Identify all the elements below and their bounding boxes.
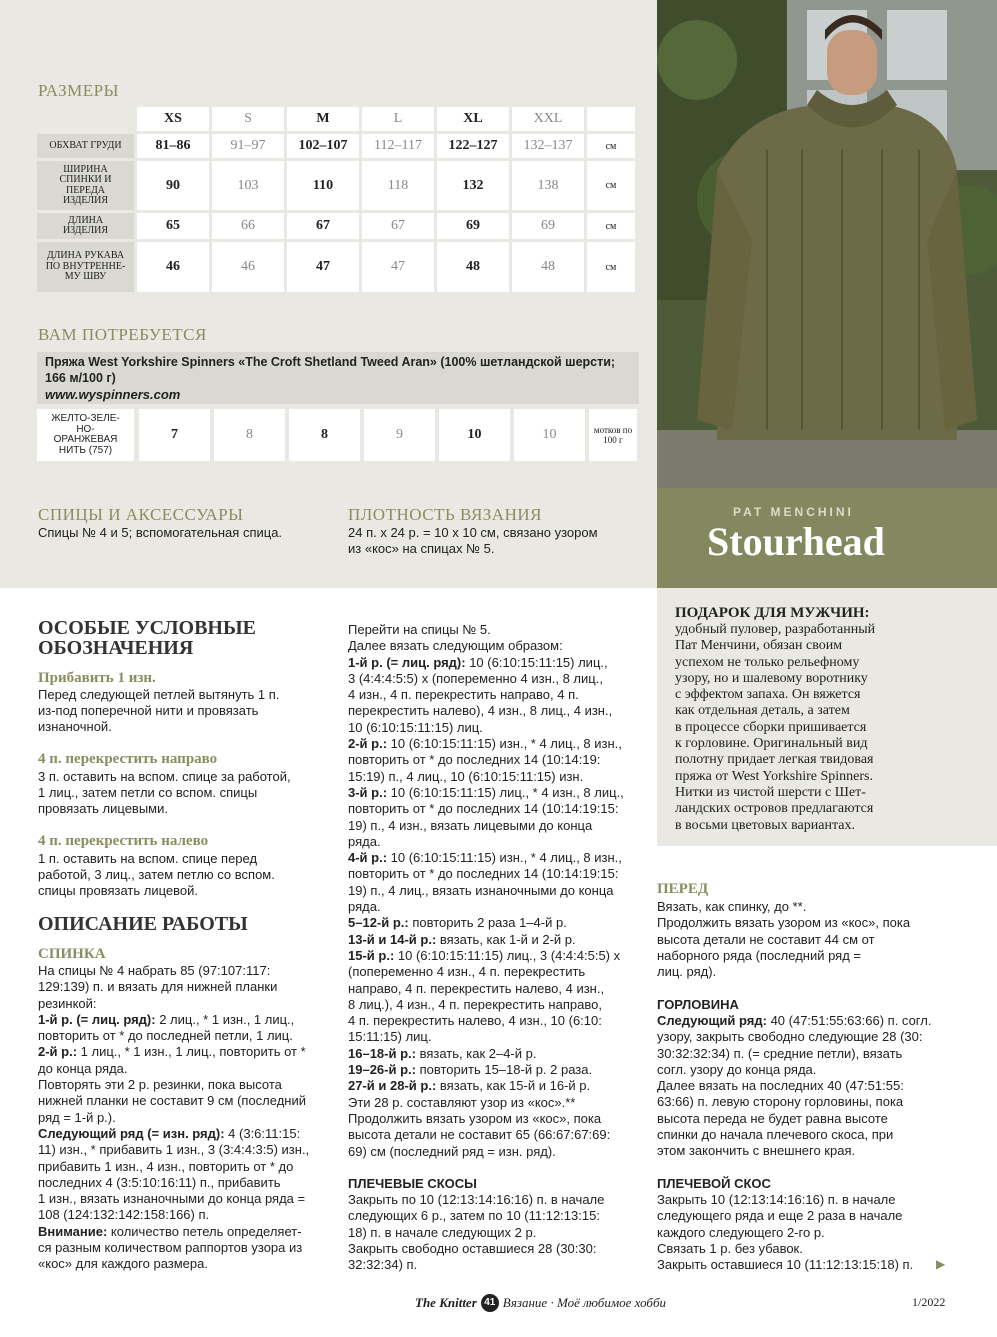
text-line: «кос» для каждого размера. [38,1256,208,1272]
gauge-heading: ПЛОТНОСТЬ ВЯЗАНИЯ [348,505,542,524]
text-line: ся разным количеством раппортов узора из [38,1240,303,1256]
yarn-info [37,352,639,404]
text-line: направо, 4 п. перекрестить налево, 4 изн., [348,980,605,996]
text-line: в восьми цветовых вариантах. [675,817,855,833]
unit-cell: см [587,242,635,292]
value-cell: 81–86 [137,134,209,158]
abbr-text: провязать лицевыми. [38,801,168,816]
value-cell: 122–127 [437,134,509,158]
pattern-instructions [348,622,624,1160]
text-line: Закрыть свободно оставшиеся 28 (30:30: [348,1240,597,1256]
text-line: Следующий ряд: 40 (47:51:55:63:66) п. согл. [657,1013,932,1028]
value-cell: 47 [287,242,359,292]
text-line: Следующий ряд (= изн. ряд): 4 (3:6:11:15: [38,1125,301,1141]
size-col-xl: XL [437,107,509,131]
text-line: согл. узору до конца ряда. [657,1061,817,1077]
back-shoulder-heading: ПЛЕЧЕВЫЕ СКОСЫ [348,1176,477,1191]
text-line: пряжа от West Yorkshire Spinners. [675,768,873,784]
row-label-sleeve: ДЛИНА РУКАВА ПО ВНУТРЕННЕ-МУ ШВУ [37,242,134,292]
yarn-amount: 8 [214,409,285,461]
abbreviations-heading-2: ОБОЗНАЧЕНИЯ [38,637,194,659]
text-line: Пат Менчини, обязан своим [675,638,843,654]
sizes-heading: РАЗМЕРЫ [38,81,119,100]
sizes-table [37,107,637,292]
gauge-text-2: из «кос» на спицах № 5. [348,541,495,556]
footer [415,1294,666,1312]
back-heading: СПИНКА [38,946,106,962]
work-heading: ОПИСАНИЕ РАБОТЫ [38,913,248,935]
text-line: 1 изн., вязать изнаночными до конца ряда = [38,1191,306,1207]
row-label-length: ДЛИНА ИЗДЕЛИЯ [37,213,134,239]
text-line: высота детали не составит 44 см от [657,931,875,947]
size-col-l: L [362,107,434,131]
row-label-chest: ОБХВАТ ГРУДИ [37,134,134,158]
text-line: 30:32:32:34) п. (= средние петли), вязать [657,1045,903,1061]
text-line: 10 (6:10:15:11:15) лиц. [348,719,483,735]
size-col-m: M [287,107,359,131]
text-line: 1-й р. (= лиц. ряд): 10 (6:10:15:11:15) лиц., [348,654,608,670]
text-line: Закрыть 10 (12:13:14:16:16) п. в начале [657,1192,896,1207]
abbr-title-increase: Прибавить 1 изн. [38,670,156,686]
text-line: Продолжить вязать узором из «кос», пока [657,915,911,931]
text-line: 15:11:15) лиц. [348,1029,432,1045]
yarn-description: Пряжа West Yorkshire Spinners «The Croft Shetland Tweed Aran» (100% шетландской шерсти; [45,355,616,369]
text-line: наборного ряда (последний ряд = [657,947,862,963]
text-line: повторить от * до последних 14 (10:14:19: [348,752,601,768]
value-cell: 110 [287,161,359,210]
text-line: Внимание: количество петель определяет- [38,1223,302,1239]
text-line: 18) п. в начале следующих 2 р. [348,1224,537,1240]
unit-cell: см [587,213,635,239]
abbr-title-cross-left: 4 п. перекрестить налево [38,833,209,849]
value-cell: 132 [437,161,509,210]
yarn-url[interactable]: www.wyspinners.com [45,387,181,402]
text-line: Продолжить вязать узором из «кос», пока [348,1110,602,1126]
back-instructions [38,963,309,1273]
title-band [657,488,997,588]
text-line: узору, закрыть свободно следующие 28 (30: [657,1029,923,1045]
text-line: к горловине. Оригинальный вид [675,736,868,752]
value-cell: 67 [362,213,434,239]
yarn-amount: 8 [289,409,360,461]
text-line: ландских островов предлагаются [675,801,874,817]
value-cell: 118 [362,161,434,210]
front-shoulder-heading: ПЛЕЧЕВОЙ СКОС [657,1176,771,1191]
text-line: нижней планки не составит 9 см (последний [38,1093,306,1109]
text-line: 4 изн., 4 п. перекрестить направо, 4 п. [348,687,579,703]
text-line: полотну придает легкая твидовая [675,752,874,768]
text-line: лиц. ряд). [657,964,717,980]
value-cell: 132–137 [512,134,584,158]
yarn-amount: 7 [139,409,210,461]
text-line: 69) см (последний ряд = изн. ряд). [348,1143,556,1159]
text-line: Закрыть по 10 (12:13:14:16:16) п. в начале [348,1192,605,1207]
front-shoulder-instructions [657,1192,913,1273]
text-line: высота детали не составит 65 (66:67:67:69: [348,1127,611,1143]
value-cell: 46 [137,242,209,292]
text-line: 129:139) п. и вязать для нижней планки [38,979,278,995]
size-col-unit [587,107,635,131]
text-line: 32:32:34) п. [348,1257,418,1273]
value-cell: 47 [362,242,434,292]
footer-tagline: Вязание · Моё любимое хобби [502,1295,666,1310]
value-cell: 67 [287,213,359,239]
text-line: успехом не только рельефному [675,654,860,670]
text-line: 4 п. перекрестить налево, 4 изн., 10 (6:10: [348,1013,602,1029]
unit-cell: см [587,134,635,158]
yarn-amount: 10 [514,409,585,461]
abbr-text: Перед следующей петлей вытянуть 1 п. [38,687,280,702]
abbr-text: работой, 3 лиц., затем петлю со вспом. [38,867,275,882]
size-col-xs: XS [137,107,209,131]
text-line: Далее вязать следующим образом: [348,638,563,654]
footer-magazine: The Knitter [415,1295,477,1310]
abbr-text: спицы провязать лицевой. [38,883,198,898]
text-line: повторить от * до последней петли, 1 лиц. [38,1028,293,1044]
text-line: ряда. [348,899,381,915]
text-line: Нитки из чистой шерсти с Шет- [675,784,866,800]
materials-heading: ВАМ ПОТРЕБУЕТСЯ [38,325,207,344]
footer-issue: 1/2022 [912,1295,946,1309]
text-line: удобный пуловер, разработанный [675,622,876,637]
text-line: 2-й р.: 1 лиц., * 1 изн., 1 лиц., повторить от * [38,1044,306,1060]
text-line: Связать 1 р. без убавок. [657,1240,803,1256]
text-line: 19) п., 4 лиц., вязать изнаночными до конца [348,882,614,898]
intro-text [675,622,875,834]
intro-heading: ПОДАРОК ДЛЯ МУЖЧИН: [675,605,870,621]
text-line: каждого следующего 2-го р. [657,1224,825,1240]
designer-name: PAT MENCHINI [733,505,854,519]
text-line: высота переда не будет равна высоте [657,1110,888,1126]
size-col-s: S [212,107,284,131]
text-line: следующего ряда и еще 2 раза в начале [657,1208,903,1224]
unit-cell: см [587,161,635,210]
text-line: резинкой: [38,995,97,1011]
text-line: до конца ряда. [38,1060,128,1076]
text-line: (попеременно 4 изн., 4 п. перекрестить [348,964,586,980]
text-line: ряда. [348,833,381,849]
yarn-amount: 9 [364,409,435,461]
value-cell: 66 [212,213,284,239]
yarn-amount-unit: мотков по 100 г [589,409,637,461]
row-label-width: ШИРИНА СПИНКИ И ПЕРЕДА ИЗДЕЛИЯ [37,161,134,210]
text-line: спинки до начала плечевого скоса, при [657,1127,894,1143]
neck-instructions [657,1013,931,1160]
text-line: Вязать, как спинку, до **. [657,899,807,914]
text-line: узору, но и шалевому воротнику [675,670,868,686]
abbr-text: 3 п. оставить на вспом. спице за работой, [38,769,291,784]
value-cell: 48 [512,242,584,292]
text-line: 4-й р.: 10 (6:10:15:11:15) изн., * 4 лиц., 8 изн., [348,850,622,866]
text-line: в процессе сборки пришивается [675,719,867,735]
text-line: Закрыть оставшиеся 10 (11:12:13:15:18) п. [657,1257,914,1273]
text-line: как отдельная деталь, а затем [675,703,850,719]
size-col-xxl: XXL [512,107,584,131]
back-shoulder-instructions [348,1192,604,1273]
needles-heading: СПИЦЫ И АКСЕССУАРЫ [38,505,244,524]
text-line: ряд = 1-й р.). [38,1109,116,1125]
text-line: 63:66) п. левую сторону горловины, пока [657,1094,904,1110]
text-line: повторить от * до последних 14 (10:14:19:15: [348,866,619,882]
text-line: с эффектом запаха. Он вяжется [675,687,861,703]
text-line: последних 4 (3:5:10:16:11) п., прибавить [38,1174,281,1190]
text-line: 15:19) п., 4 лиц., 10 (6:10:15:11:15) изн. [348,768,584,784]
text-line: прибавить 1 изн., 4 изн., повторить от * до [38,1158,294,1174]
text-line: 15-й р.: 10 (6:10:15:11:15) лиц., 3 (4:4:4:5:5) х [348,947,621,963]
yarn-amount: 10 [439,409,510,461]
text-line: 19–26-й р.: повторить 15–18-й р. 2 раза. [348,1062,593,1078]
text-line: Повторять эти 2 р. резинки, пока высота [38,1077,282,1093]
value-cell: 112–117 [362,134,434,158]
value-cell: 46 [212,242,284,292]
text-line: этом закончить с внешнего края. [657,1143,856,1159]
text-line: 27-й и 28-й р.: вязать, как 15-й и 16-й р. [348,1078,591,1094]
value-cell: 65 [137,213,209,239]
text-line: Эти 28 р. составляют узор из «кос».** [348,1094,576,1110]
value-cell: 69 [437,213,509,239]
needles-text: Спицы № 4 и 5; вспомогательная спица. [38,525,283,540]
page-number-badge: 41 [481,1294,499,1312]
value-cell: 69 [512,213,584,239]
text-line: 3-й р.: 10 (6:10:15:11:15) лиц., * 4 изн., 8 лиц., [348,784,624,800]
gauge-text-1: 24 п. х 24 р. = 10 х 10 см, связано узором [348,525,598,540]
text-line: 3 (4:4:4:5:5) х (попеременно 4 изн., 8 лиц., [348,670,603,686]
text-line: 13-й и 14-й р.: вязать, как 1-й и 2-й р. [348,931,576,947]
front-heading: ПЕРЕД [657,881,709,897]
yarn-weight: 166 м/100 г) [45,371,116,385]
abbr-title-cross-right: 4 п. перекрестить направо [38,751,218,767]
text-line: 2-й р.: 10 (6:10:15:11:15) изн., * 4 лиц., 8 изн., [348,736,622,752]
text-line: 5–12-й р.: повторить 2 раза 1–4-й р. [348,915,567,931]
value-cell: 102–107 [287,134,359,158]
abbr-text: из-под поперечной нити и провязать [38,703,259,718]
text-line: 1-й р. (= лиц. ряд): 2 лиц., * 1 изн., 1 лиц., [38,1011,295,1027]
text-line: Перейти на спицы № 5. [348,622,491,637]
value-cell: 90 [137,161,209,210]
text-line: Далее вязать на последних 40 (47:51:55: [657,1078,904,1094]
text-line: повторить от * до последних 14 (10:14:19:15: [348,801,619,817]
text-line: следующих 6 р., затем по 10 (11:12:13:15: [348,1208,600,1224]
text-line: На спицы № 4 набрать 85 (97:107:117: [38,963,271,978]
yarn-color-label: ЖЕЛТО-ЗЕЛЕ-НО-ОРАНЖЕВАЯ НИТЬ (757) [37,409,134,461]
pattern-title: Stourhead [707,519,885,564]
text-line: 16–18-й р.: вязать, как 2–4-й р. [348,1045,537,1061]
model-photo [657,0,997,488]
text-line: 108 (124:132:142:158:166) п. [38,1207,210,1223]
text-line: 11) изн., * прибавить 1 изн., 3 (3:4:4:3:5) изн., [38,1142,310,1158]
abbr-text: 1 п. оставить на вспом. спице перед [38,851,258,866]
continue-arrow-icon: ▶ [936,1257,946,1271]
value-cell: 48 [437,242,509,292]
abbreviations-heading-1: ОСОБЫЕ УСЛОВНЫЕ [38,617,256,639]
value-cell: 91–97 [212,134,284,158]
neck-heading: ГОРЛОВИНА [657,997,739,1012]
abbr-text: 1 лиц., затем петли со вспом. спицы [38,785,258,800]
text-line: перекрестить налево), 4 изн., 8 лиц., 4 изн., [348,703,613,719]
value-cell: 138 [512,161,584,210]
front-instructions [657,899,910,980]
abbr-text: изнаночной. [38,719,112,734]
text-line: 8 лиц.), 4 изн., 4 п. перекрестить направо, [348,996,602,1012]
value-cell: 103 [212,161,284,210]
text-line: 19) п., 4 изн., вязать лицевыми до конца [348,817,593,833]
